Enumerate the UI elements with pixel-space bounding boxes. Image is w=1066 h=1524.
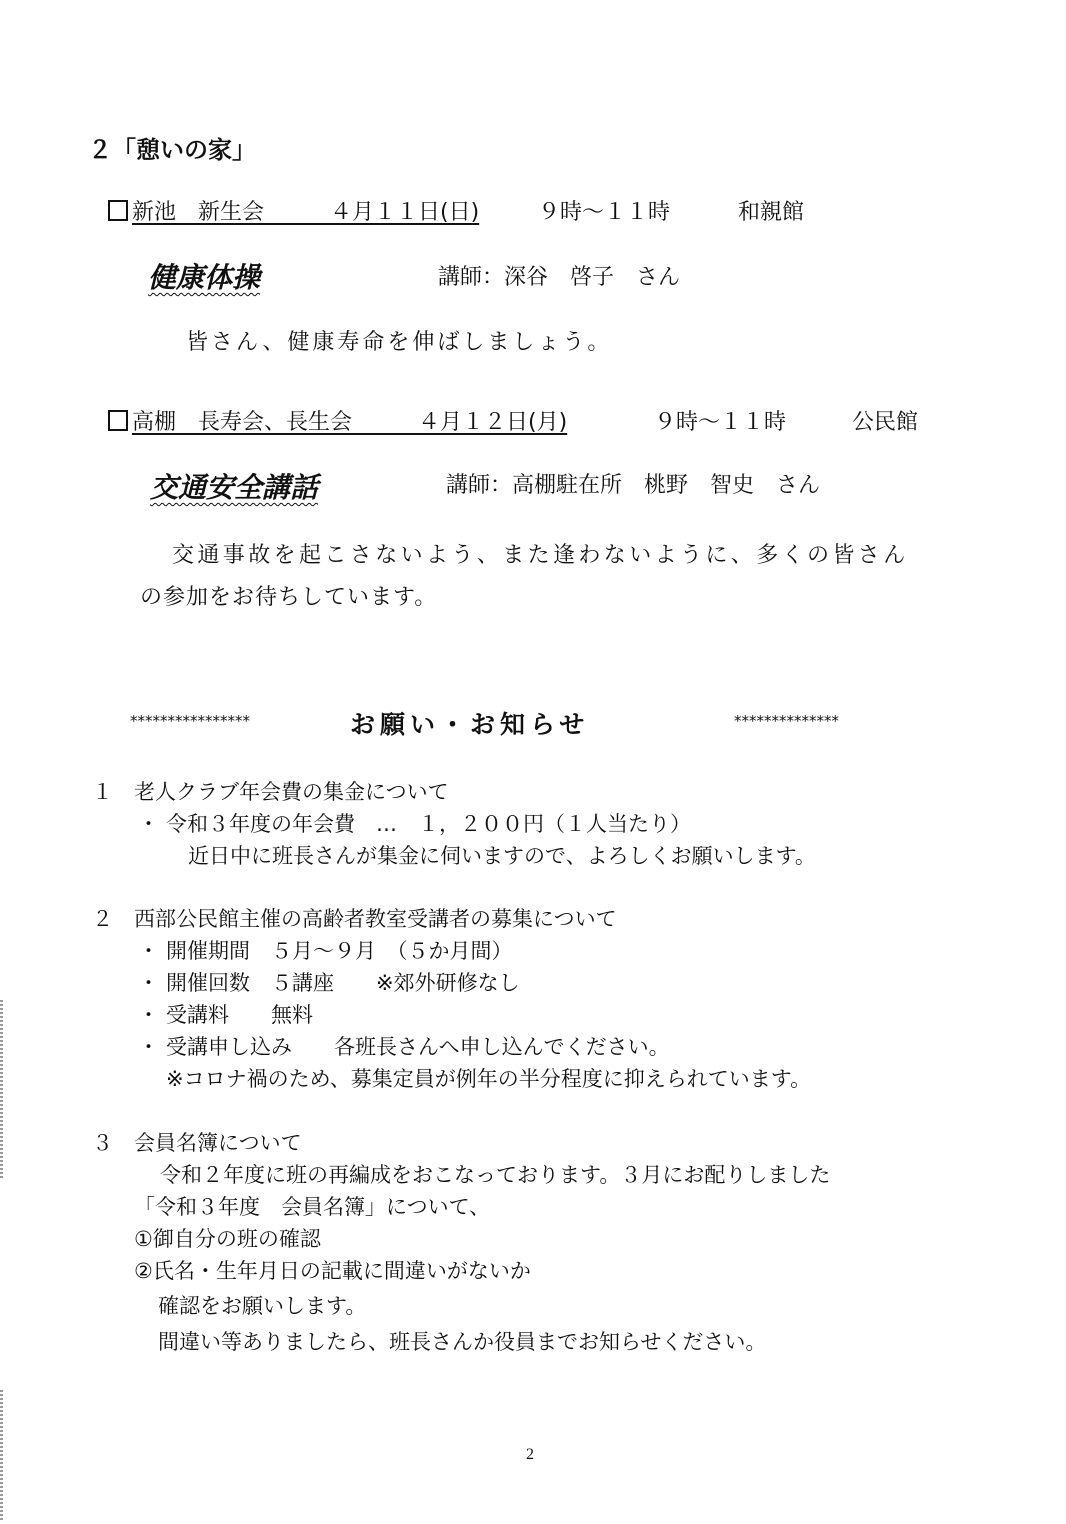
event1-group: 新池 新生会: [132, 200, 265, 225]
item2-title: 西部公民館主催の高齢者教室受講者の募集について: [134, 907, 617, 931]
notices-title: お願い・お知らせ: [350, 710, 590, 739]
event2-venue: 公民館: [852, 410, 919, 435]
event2-gap: [352, 410, 418, 435]
item1-number: １: [92, 780, 113, 804]
notices-stars-left: ****************: [130, 712, 250, 730]
event2-line: [108, 405, 567, 436]
event1-time: ９時～１１時: [538, 200, 671, 225]
event1-lecturer: 講師：深谷 啓子 さん: [438, 265, 681, 290]
scan-edge-2: [0, 1390, 3, 1520]
event1-line: [108, 195, 479, 226]
item3-line5: 確認をお願いします。: [158, 1294, 367, 1318]
item3-line3: ①御自分の班の確認: [134, 1227, 321, 1251]
event1-venue: 和親館: [738, 200, 805, 225]
event1-message: 皆さん、健康寿命を伸ばしましょう。: [186, 330, 613, 355]
event1-date: ４月１１日(日): [330, 200, 480, 225]
item3-line4: ②氏名・生年月日の記載に間違いがないか: [134, 1259, 531, 1283]
bullet: ・: [138, 971, 159, 995]
bullet: ・: [138, 1003, 159, 1027]
bullet: ・: [138, 1035, 159, 1059]
event2-time: ９時～１１時: [654, 410, 787, 435]
item2-period: 開催期間 ５月～９月 （５か月間）: [166, 939, 513, 963]
event2-message-line1: 交通事故を起こさないよう、また逢わないように、多くの皆さん: [172, 543, 909, 568]
event2-group: 高棚 長寿会、長生会: [132, 410, 353, 435]
item2-apply: 受講申し込み 各班長さんへ申し込んでください。: [166, 1035, 670, 1059]
section-heading: ２「憩いの家」: [88, 136, 256, 164]
item3-title: 会員名簿について: [134, 1131, 302, 1155]
item1-fee: 令和３年度の年会費 … １，２００円（１人当たり）: [166, 812, 691, 836]
item3-line1: 令和２年度に班の再編成をおこなっております。３月にお配りしました: [160, 1163, 831, 1187]
scan-edge-1: [0, 1000, 3, 1180]
checkbox-icon: [108, 410, 128, 431]
event2-lecturer: 講師：高棚駐在所 桃野 智史 さん: [446, 473, 821, 498]
event2-title: 交通安全講話: [150, 471, 319, 504]
item2-fee: 受講料 無料: [166, 1003, 313, 1027]
item2-count: 開催回数 ５講座 ※郊外研修なし: [166, 971, 520, 995]
bullet: ・: [138, 939, 159, 963]
notices-stars-right: **************: [734, 712, 839, 730]
item2-note: ※コロナ禍のため、募集定員が例年の半分程度に抑えられています。: [166, 1067, 812, 1091]
item3-line2: 「令和３年度 会員名簿」について、: [134, 1195, 491, 1219]
event2-date: ４月１２日(月): [418, 410, 568, 435]
bullet: ・: [138, 812, 159, 836]
item3-number: ３: [92, 1131, 113, 1155]
item2-number: ２: [92, 907, 113, 931]
item1-note: 近日中に班長さんが集金に伺いますので、よろしくお願いします。: [188, 844, 816, 868]
item3-line6: 間違い等ありましたら、班長さんか役員までお知らせください。: [158, 1330, 767, 1354]
event1-gap: [264, 200, 330, 225]
event2-message-line2: の参加をお待ちしています。: [140, 585, 438, 610]
page-number: 2: [526, 1446, 534, 1463]
event1-title: 健康体操: [148, 261, 261, 294]
item1-title: 老人クラブ年会費の集金について: [134, 780, 449, 804]
checkbox-icon: [108, 200, 128, 221]
